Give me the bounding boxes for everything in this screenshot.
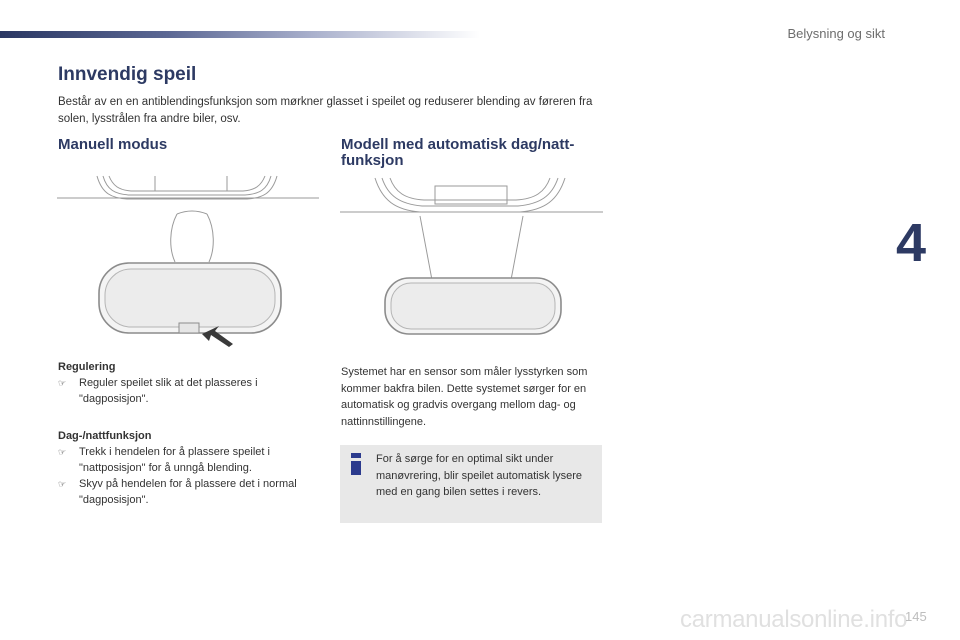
- header-color-bar: [0, 31, 480, 38]
- list-item: [58, 375, 308, 407]
- info-icon: [351, 453, 361, 475]
- page-number: 145: [905, 609, 927, 624]
- pointing-hand-icon: ☞: [58, 479, 67, 489]
- pointing-hand-icon: ☞: [58, 447, 67, 457]
- manual-mirror-illustration: [57, 174, 319, 350]
- intro-text: Består av en en antiblendingsfunksjon som mørkner glasset i speilet og reduserer blending av føreren fra solen, lysstrålen fra andre biler, osv.: [58, 96, 593, 125]
- adjust-section: [58, 359, 308, 407]
- manual-mode-heading: Manuell modus: [58, 136, 168, 153]
- list-item: [58, 476, 308, 508]
- adjust-title: Regulering: [58, 361, 116, 373]
- watermark: carmanualsonline.info: [680, 606, 908, 633]
- daynight-section: [58, 428, 308, 508]
- info-text: For å sørge for en optimal sikt under manøvrering, blir speilet automatisk lysere med en gang bilen settes i revers.: [376, 453, 583, 498]
- chapter-number: 4: [896, 213, 927, 273]
- adjust-item-text: Reguler speilet slik at det plasseres i "dagposisjon".: [79, 377, 258, 405]
- section-title: Belysning og sikt: [787, 26, 885, 41]
- daynight-item-text: Skyv på hendelen for å plassere det i normal "dagposisjon".: [79, 478, 297, 506]
- list-item: [58, 444, 308, 476]
- daynight-title: Dag-/nattfunksjon: [58, 430, 152, 442]
- sensor-description: Systemet har en sensor som måler lysstyrken som kommer bakfra bilen. Dette systemet sørger for en automatisk og gradvis overgang mellom dag- og nattinnstillingene.: [341, 366, 588, 428]
- page-title: Innvendig speil: [58, 64, 197, 85]
- daynight-item-text: Trekk i hendelen for å plassere speilet i "nattposisjon" for å unngå blending.: [79, 446, 270, 474]
- pointing-hand-icon: ☞: [58, 378, 67, 388]
- auto-mode-heading: Modell med automatisk dag/natt-funksjon: [341, 136, 575, 169]
- auto-mirror-illustration: [340, 174, 603, 350]
- info-box: [340, 445, 602, 523]
